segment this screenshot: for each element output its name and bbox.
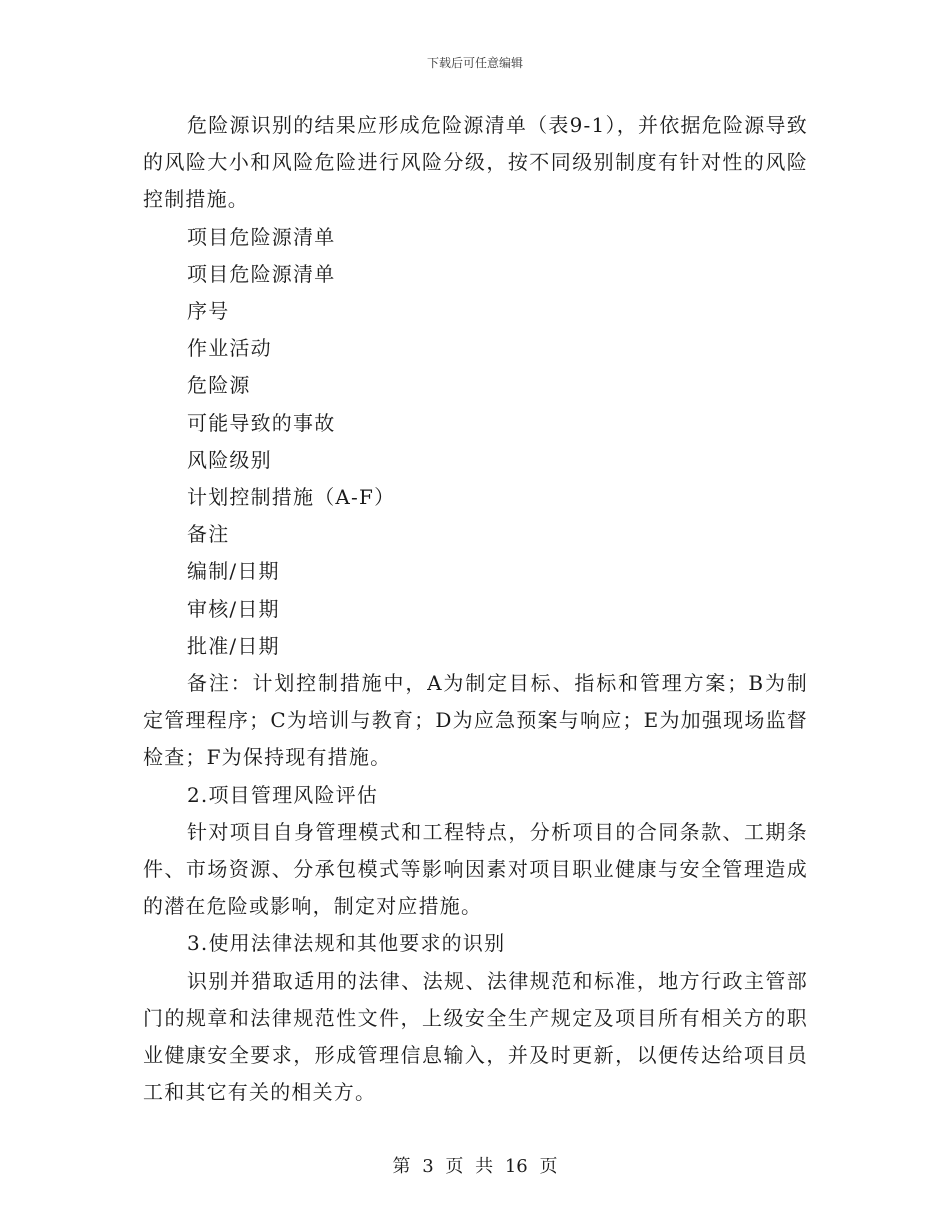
paragraph-column-control-measures: 计划控制措施（A-F）	[187, 485, 396, 510]
section-heading-legal-requirements: 3.使用法律法规和其他要求的识别	[187, 931, 506, 956]
paragraph-column-remarks: 备注	[187, 522, 230, 547]
paragraph-legal-requirements: 识别并猎取适用的法律、法规、法律规范和标准，地方行政主管部门的规章和法律规范性文件，上级安全生产规定及项目所有相关方的职业健康安全要求，形成管理信息输入，并及时更新，以便传达给项目员工和其它有关的相关方。	[143, 968, 808, 1105]
paragraph-reviewed-date: 审核/日期	[187, 596, 280, 621]
document-body	[143, 107, 808, 1111]
paragraph-management-risk: 针对项目自身管理模式和工程特点，分析项目的合同条款、工期条件、市场资源、分承包模式等影响因素对项目职业健康与安全管理造成的潜在危险或影响，制定对应措施。	[143, 819, 808, 919]
paragraph-column-hazard: 危险源	[187, 373, 251, 398]
paragraph-prepared-date: 编制/日期	[187, 559, 280, 584]
page-header-note: 下载后可任意编辑	[426, 56, 523, 70]
paragraph-column-risk-level: 风险级别	[187, 447, 272, 472]
paragraph-approved-date: 批准/日期	[187, 633, 280, 658]
paragraph-table-title-repeat: 项目危险源清单	[187, 261, 336, 286]
paragraph-table-title: 项目危险源清单	[187, 224, 336, 249]
paragraph-column-activity: 作业活动	[187, 336, 272, 361]
paragraph-hazard-list-intro: 危险源识别的结果应形成危险源清单（表9-1），并依据危险源导致的风险大小和风险危险进行风险分级，按不同级别制度有针对性的风险控制措施。	[143, 113, 808, 212]
page-number-footer: 第 3 页 共 16 页	[392, 1156, 558, 1177]
paragraph-column-accident: 可能导致的事故	[187, 410, 336, 435]
section-heading-management-risk: 2.项目管理风险评估	[187, 782, 379, 807]
paragraph-column-serial: 序号	[187, 299, 230, 324]
paragraph-remarks-note: 备注：计划控制措施中，A为制定目标、指标和管理方案；B为制定管理程序；C为培训与教育；D为应急预案与响应；E为加强现场监督检查；F为保持现有措施。	[143, 671, 808, 770]
